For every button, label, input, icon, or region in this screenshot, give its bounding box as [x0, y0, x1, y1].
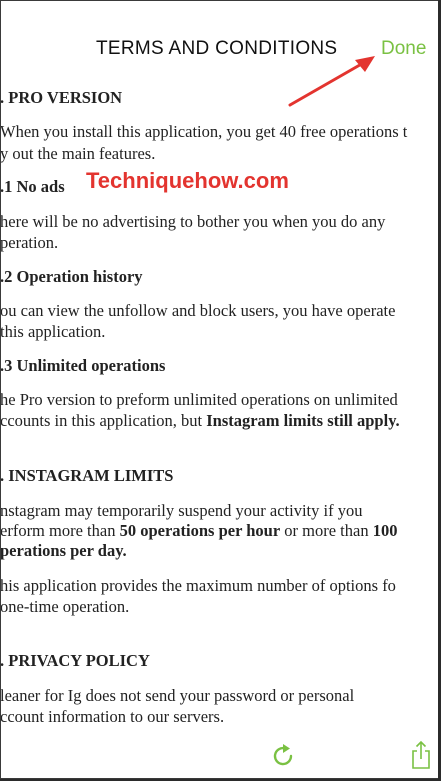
text-segment-bold: 50 operations per hour	[119, 521, 281, 540]
text-segment-bold: Instagram limits still apply.	[206, 411, 400, 430]
text-segment: ccounts in this application, but	[0, 411, 207, 430]
done-button[interactable]: Done	[381, 38, 427, 59]
text-line: one-time operation.	[0, 597, 130, 616]
text-segment: erform more than	[0, 521, 120, 540]
text-line: leaner for Ig does not send your password or personal	[0, 686, 355, 705]
text-line: here will be no advertising to bother you when you do any	[0, 212, 386, 231]
text-line: ccount information to our servers.	[0, 707, 225, 726]
text-line: this application.	[0, 322, 106, 341]
subheading-operation-history: .2 Operation history	[0, 267, 143, 286]
watermark-text: Techniquehow.com	[86, 168, 289, 193]
text-segment: or more than	[280, 521, 373, 540]
text-line-bold: perations per day.	[0, 541, 127, 560]
section-heading-pro-version: . PRO VERSION	[0, 88, 123, 107]
text-line: ou can view the unfollow and block users, you have operate	[0, 301, 396, 320]
text-line: peration.	[0, 233, 59, 252]
text-line: When you install this application, you get 40 free operations t	[0, 122, 408, 141]
text-line: y out the main features.	[0, 144, 156, 163]
section-heading-instagram-limits: . INSTAGRAM LIMITS	[0, 466, 174, 485]
text-line: he Pro version to preform unlimited operations on unlimited	[0, 390, 398, 409]
text-segment-bold: 100	[372, 521, 398, 540]
text-line: his application provides the maximum number of options fo	[0, 576, 396, 595]
section-heading-privacy-policy: . PRIVACY POLICY	[0, 651, 150, 670]
subheading-unlimited-operations: .3 Unlimited operations	[0, 356, 166, 375]
page-title: TERMS AND CONDITIONS	[96, 38, 338, 59]
subheading-no-ads: .1 No ads	[0, 177, 65, 196]
text-line: nstagram may temporarily suspend your activity if you	[0, 501, 363, 520]
